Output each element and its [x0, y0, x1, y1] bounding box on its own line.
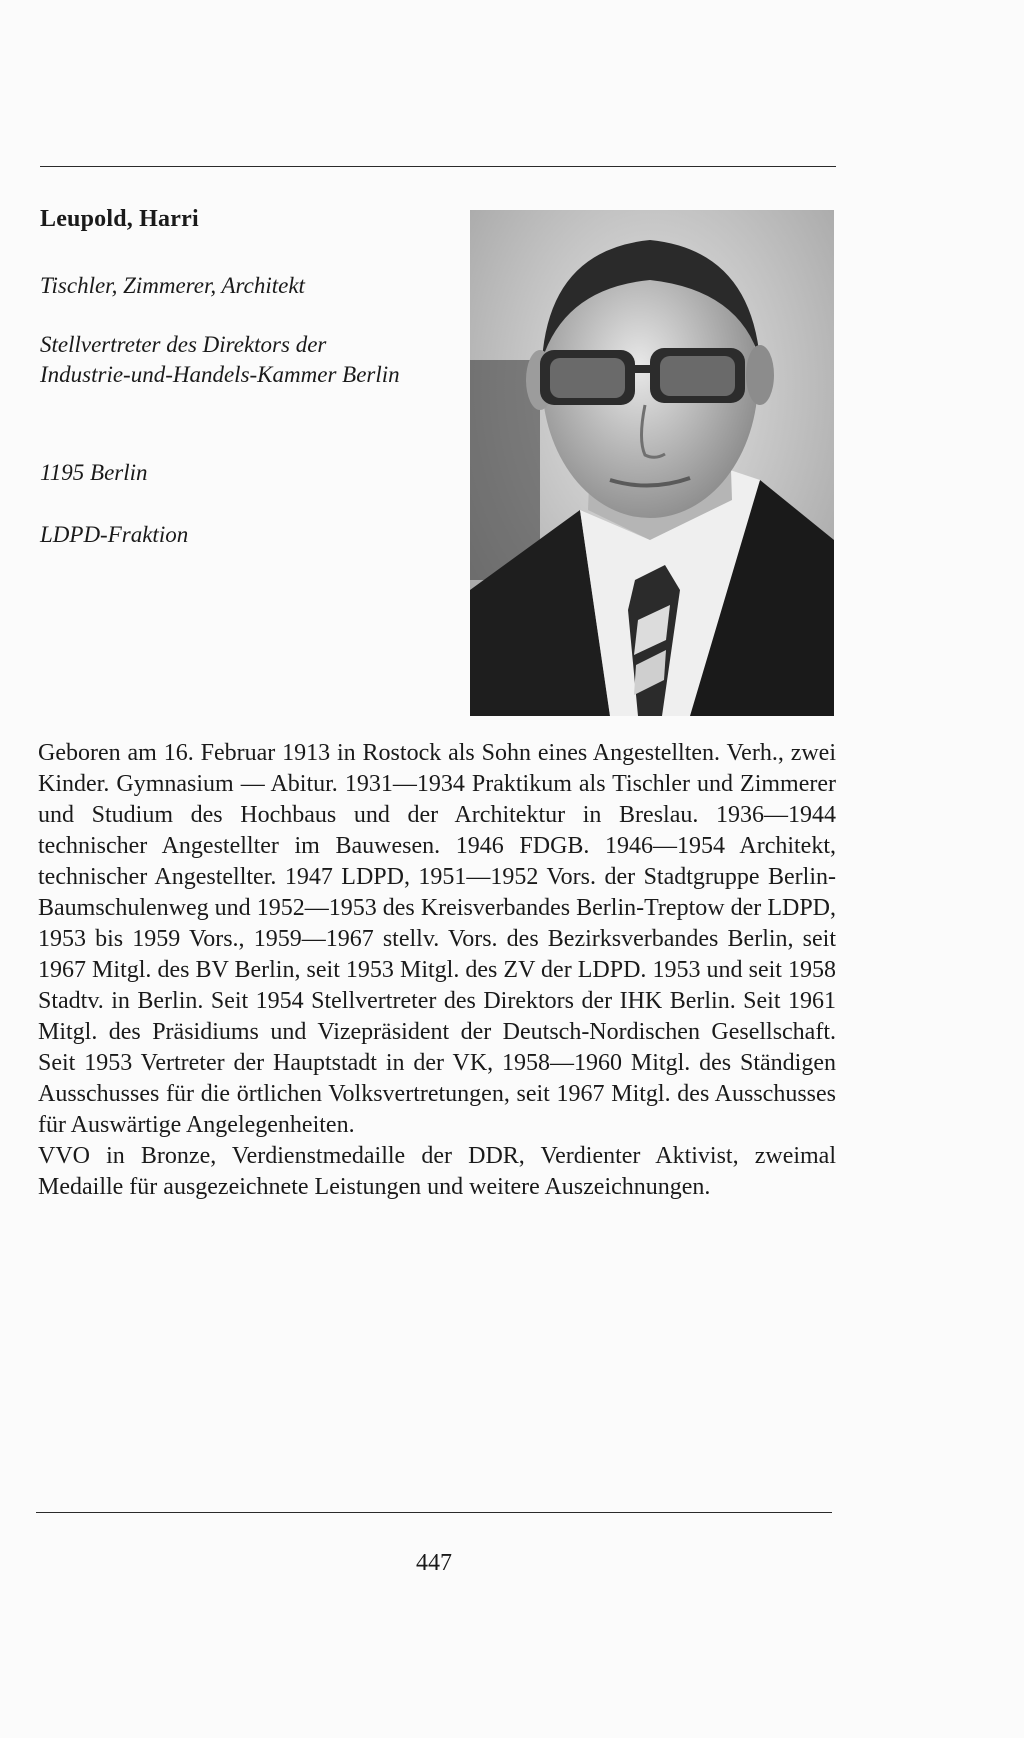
top-divider: [40, 166, 836, 167]
address: 1195 Berlin: [40, 460, 148, 485]
position-title: Stellvertreter des Direktors der Industrie-und-Handels-Kammer Berlin: [40, 332, 400, 387]
portrait-illustration: [470, 210, 834, 716]
biography: [38, 738, 836, 1203]
person-name: Leupold, Harri: [40, 206, 199, 232]
portrait-photo: [470, 210, 834, 716]
faction: LDPD-Fraktion: [40, 522, 189, 547]
biography-paragraph: Geboren am 16. Februar 1913 in Rostock als Sohn eines Angestellten. Verh., zwei Kinder. Gymnasium — Abitur. 1931—1934 Praktikum als Tischler und Zimmerer und Studium des Hochbaus und der Architektur in Breslau. 1936—1944 technischer Angestellter im Bauwesen. 1946 FDGB. 1946—1954 Architekt, technischer Angestellter. 1947 LDPD, 1951—1952 Vors. der Stadtgruppe Berlin-Baumschulenweg und 1952—1953 des Kreisverbandes Berlin-Treptow der LDPD, 1953 bis 1959 Vors., 1959—1967 stellv. Vors. des Bezirksverbandes Berlin, seit 1967 Mitgl. des BV Berlin, seit 1953 Mitgl. des ZV der LDPD. 1953 und seit 1958 Stadtv. in Berlin. Seit 1954 Stellvertreter des Direktors der IHK Berlin. Seit 1961 Mitgl. des Präsidiums und Vizepräsident der Deutsch-Nordischen Gesellschaft. Seit 1953 Vertreter der Hauptstadt in der VK, 1958—1960 Mitgl. des Ständigen Ausschusses für die örtlichen Volksvertretungen, seit 1967 Mitgl. des Ausschusses für Auswärtige Angelegenheiten.: [38, 740, 836, 1138]
bottom-divider: [36, 1512, 832, 1513]
page-number: 447: [416, 1550, 452, 1576]
profession: Tischler, Zimmerer, Architekt: [40, 273, 305, 298]
awards-paragraph: VVO in Bronze, Verdienstmedaille der DDR, Verdienter Aktivist, zweimal Medaille für ausgezeichnete Leistungen und weitere Auszeichnungen.: [38, 1143, 836, 1200]
